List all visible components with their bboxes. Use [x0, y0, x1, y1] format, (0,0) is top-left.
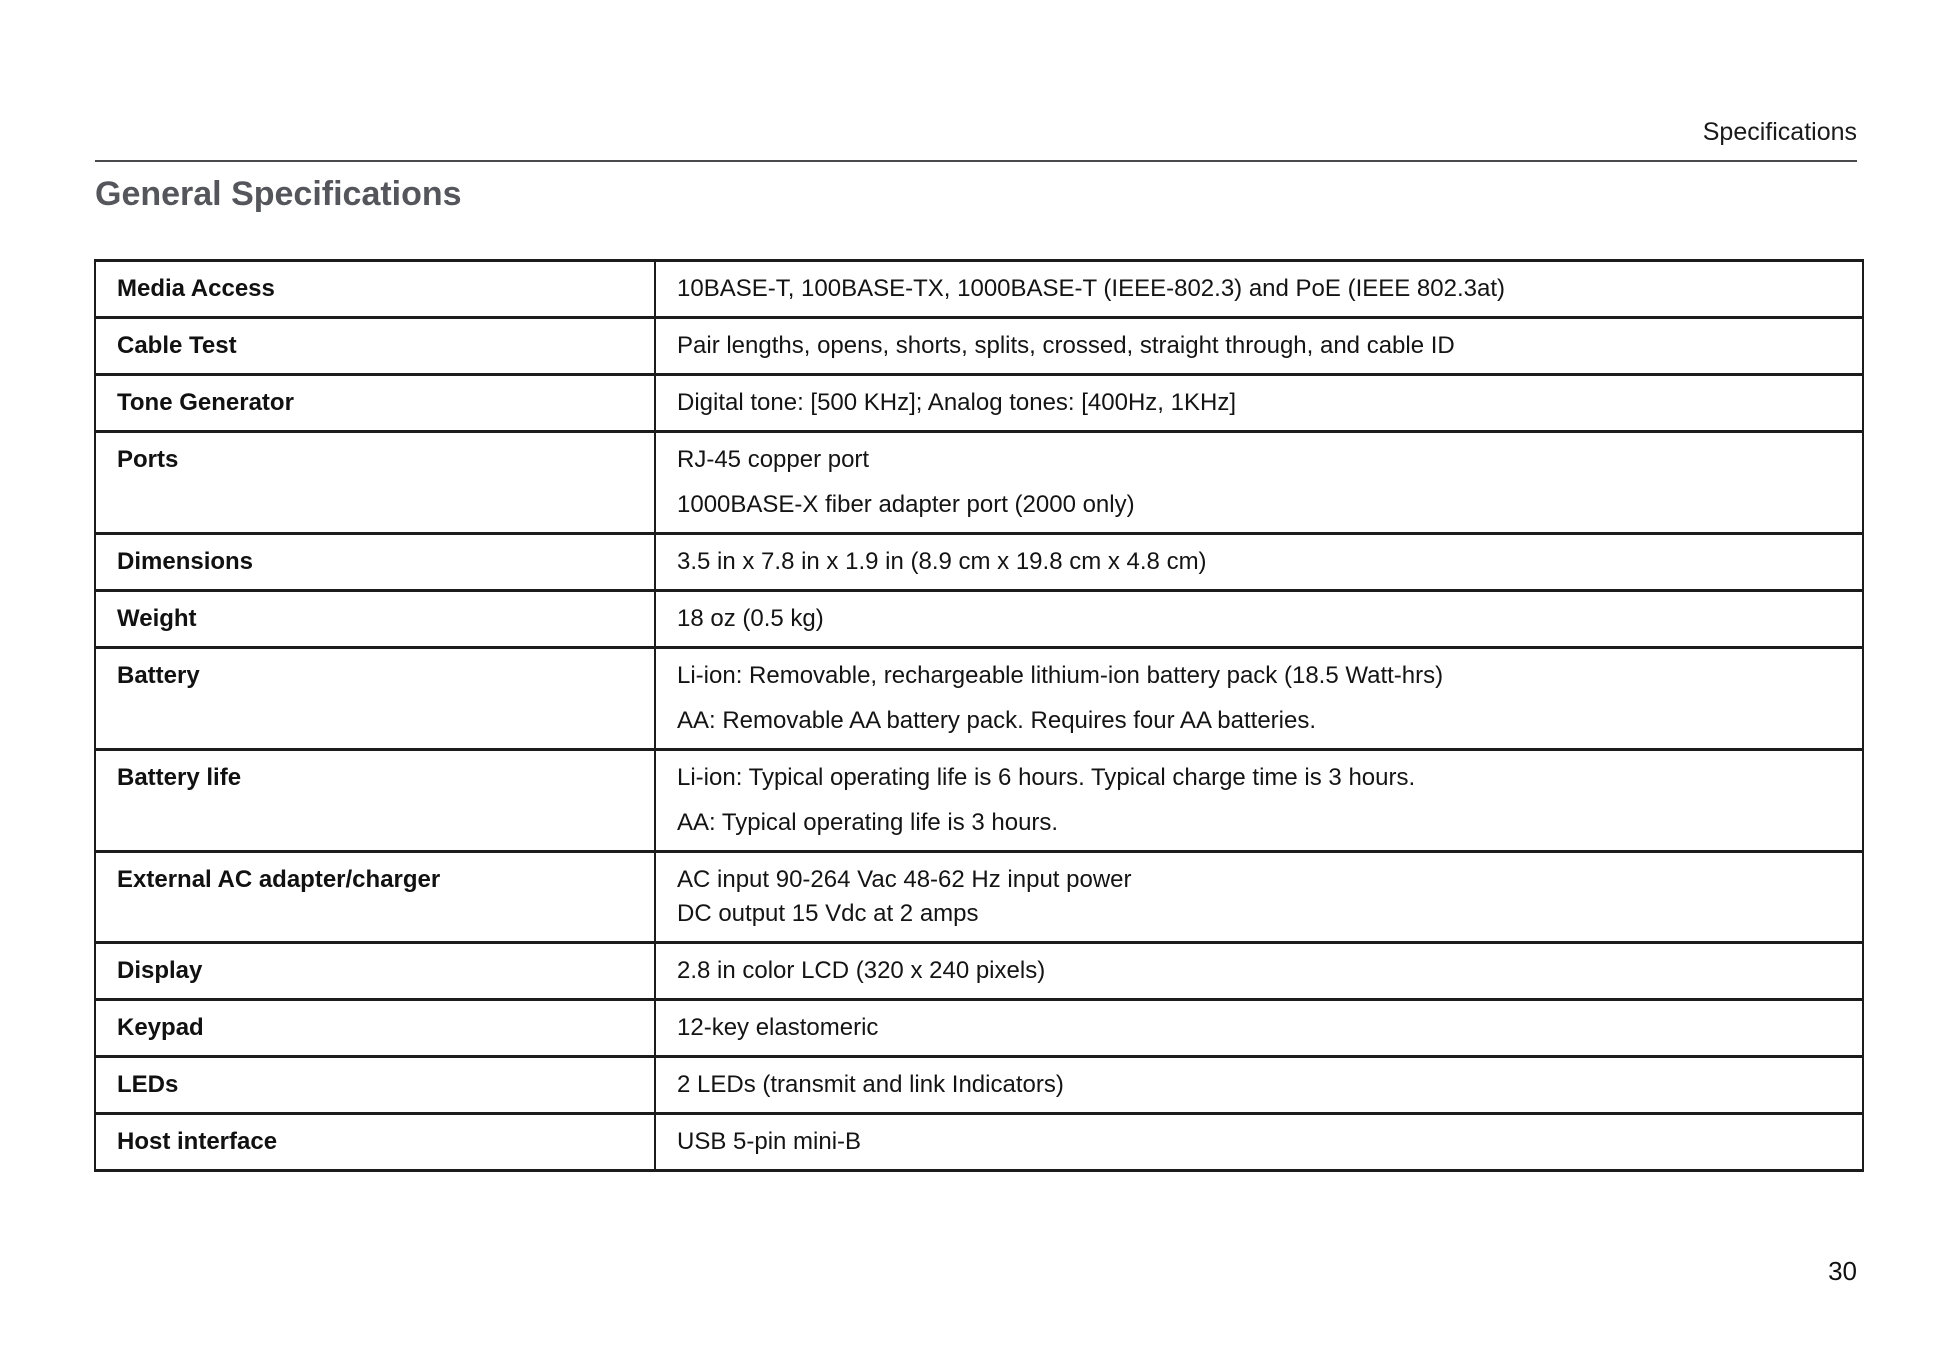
spec-value — [655, 750, 1863, 852]
spec-value-line: 2 LEDs (transmit and link Indicators) — [677, 1071, 1064, 1098]
spec-value-line: DC output 15 Vdc at 2 amps — [677, 900, 979, 927]
spec-value-line: 12-key elastomeric — [677, 1014, 879, 1041]
table-row — [95, 648, 1863, 750]
table-row — [95, 318, 1863, 375]
spec-value — [655, 534, 1863, 591]
spec-value-line: RJ-45 copper port — [677, 446, 870, 473]
spec-value — [655, 1057, 1863, 1114]
spec-table-body — [95, 261, 1863, 1171]
spec-label: Media Access — [95, 261, 655, 318]
spec-value-line: 3.5 in x 7.8 in x 1.9 in (8.9 cm x 19.8 cm x 4.8 cm) — [677, 548, 1207, 575]
spec-value-line: Digital tone: [500 KHz]; Analog tones: [400Hz, 1KHz] — [677, 389, 1236, 416]
table-row — [95, 1114, 1863, 1171]
spec-value-line: 2.8 in color LCD (320 x 240 pixels) — [677, 957, 1046, 984]
running-header-label: Specifications — [1702, 118, 1857, 146]
spec-label: Keypad — [95, 1000, 655, 1057]
table-row — [95, 534, 1863, 591]
table-row — [95, 750, 1863, 852]
spec-label: Weight — [95, 591, 655, 648]
spec-value — [655, 591, 1863, 648]
spec-value-line: AA: Typical operating life is 3 hours. — [677, 809, 1059, 836]
table-row — [95, 591, 1863, 648]
spec-label: Tone Generator — [95, 375, 655, 432]
table-row — [95, 1057, 1863, 1114]
spec-value — [655, 261, 1863, 318]
header-rule — [95, 160, 1857, 162]
table-row — [95, 1000, 1863, 1057]
page-title: General Specifications — [95, 175, 462, 213]
table-row — [95, 375, 1863, 432]
spec-label: Dimensions — [95, 534, 655, 591]
spec-label: Battery life — [95, 750, 655, 852]
spec-value-line: Li-ion: Removable, rechargeable lithium-ion battery pack (18.5 Watt-hrs) — [677, 662, 1444, 689]
spec-label: Cable Test — [95, 318, 655, 375]
running-header — [95, 116, 1857, 148]
spec-value — [655, 1114, 1863, 1171]
spec-label: Display — [95, 943, 655, 1000]
table-row — [95, 943, 1863, 1000]
spec-value — [655, 375, 1863, 432]
spec-value-line: 18 oz (0.5 kg) — [677, 605, 824, 632]
spec-value-line: 1000BASE-X fiber adapter port (2000 only) — [677, 491, 1135, 518]
spec-value — [655, 318, 1863, 375]
page-number: 30 — [1828, 1256, 1857, 1286]
table-row — [95, 852, 1863, 943]
spec-value-line: 10BASE-T, 100BASE-TX, 1000BASE-T (IEEE-802.3) and PoE (IEEE 802.3at) — [677, 275, 1505, 302]
spec-value — [655, 432, 1863, 534]
spec-value-line: AC input 90-264 Vac 48-62 Hz input power — [677, 866, 1132, 893]
spec-value — [655, 1000, 1863, 1057]
spec-value — [655, 852, 1863, 943]
spec-value-line: Pair lengths, opens, shorts, splits, crossed, straight through, and cable ID — [677, 332, 1455, 359]
spec-label: Battery — [95, 648, 655, 750]
spec-value-line: Li-ion: Typical operating life is 6 hours. Typical charge time is 3 hours. — [677, 764, 1416, 791]
table-row — [95, 261, 1863, 318]
table-row — [95, 432, 1863, 534]
spec-table — [94, 259, 1864, 1172]
spec-label: LEDs — [95, 1057, 655, 1114]
spec-label: Host interface — [95, 1114, 655, 1171]
spec-label: Ports — [95, 432, 655, 534]
spec-value — [655, 943, 1863, 1000]
spec-value-line: AA: Removable AA battery pack. Requires four AA batteries. — [677, 707, 1317, 734]
spec-value-line: USB 5-pin mini-B — [677, 1128, 862, 1155]
spec-value — [655, 648, 1863, 750]
spec-label: External AC adapter/charger — [95, 852, 655, 943]
